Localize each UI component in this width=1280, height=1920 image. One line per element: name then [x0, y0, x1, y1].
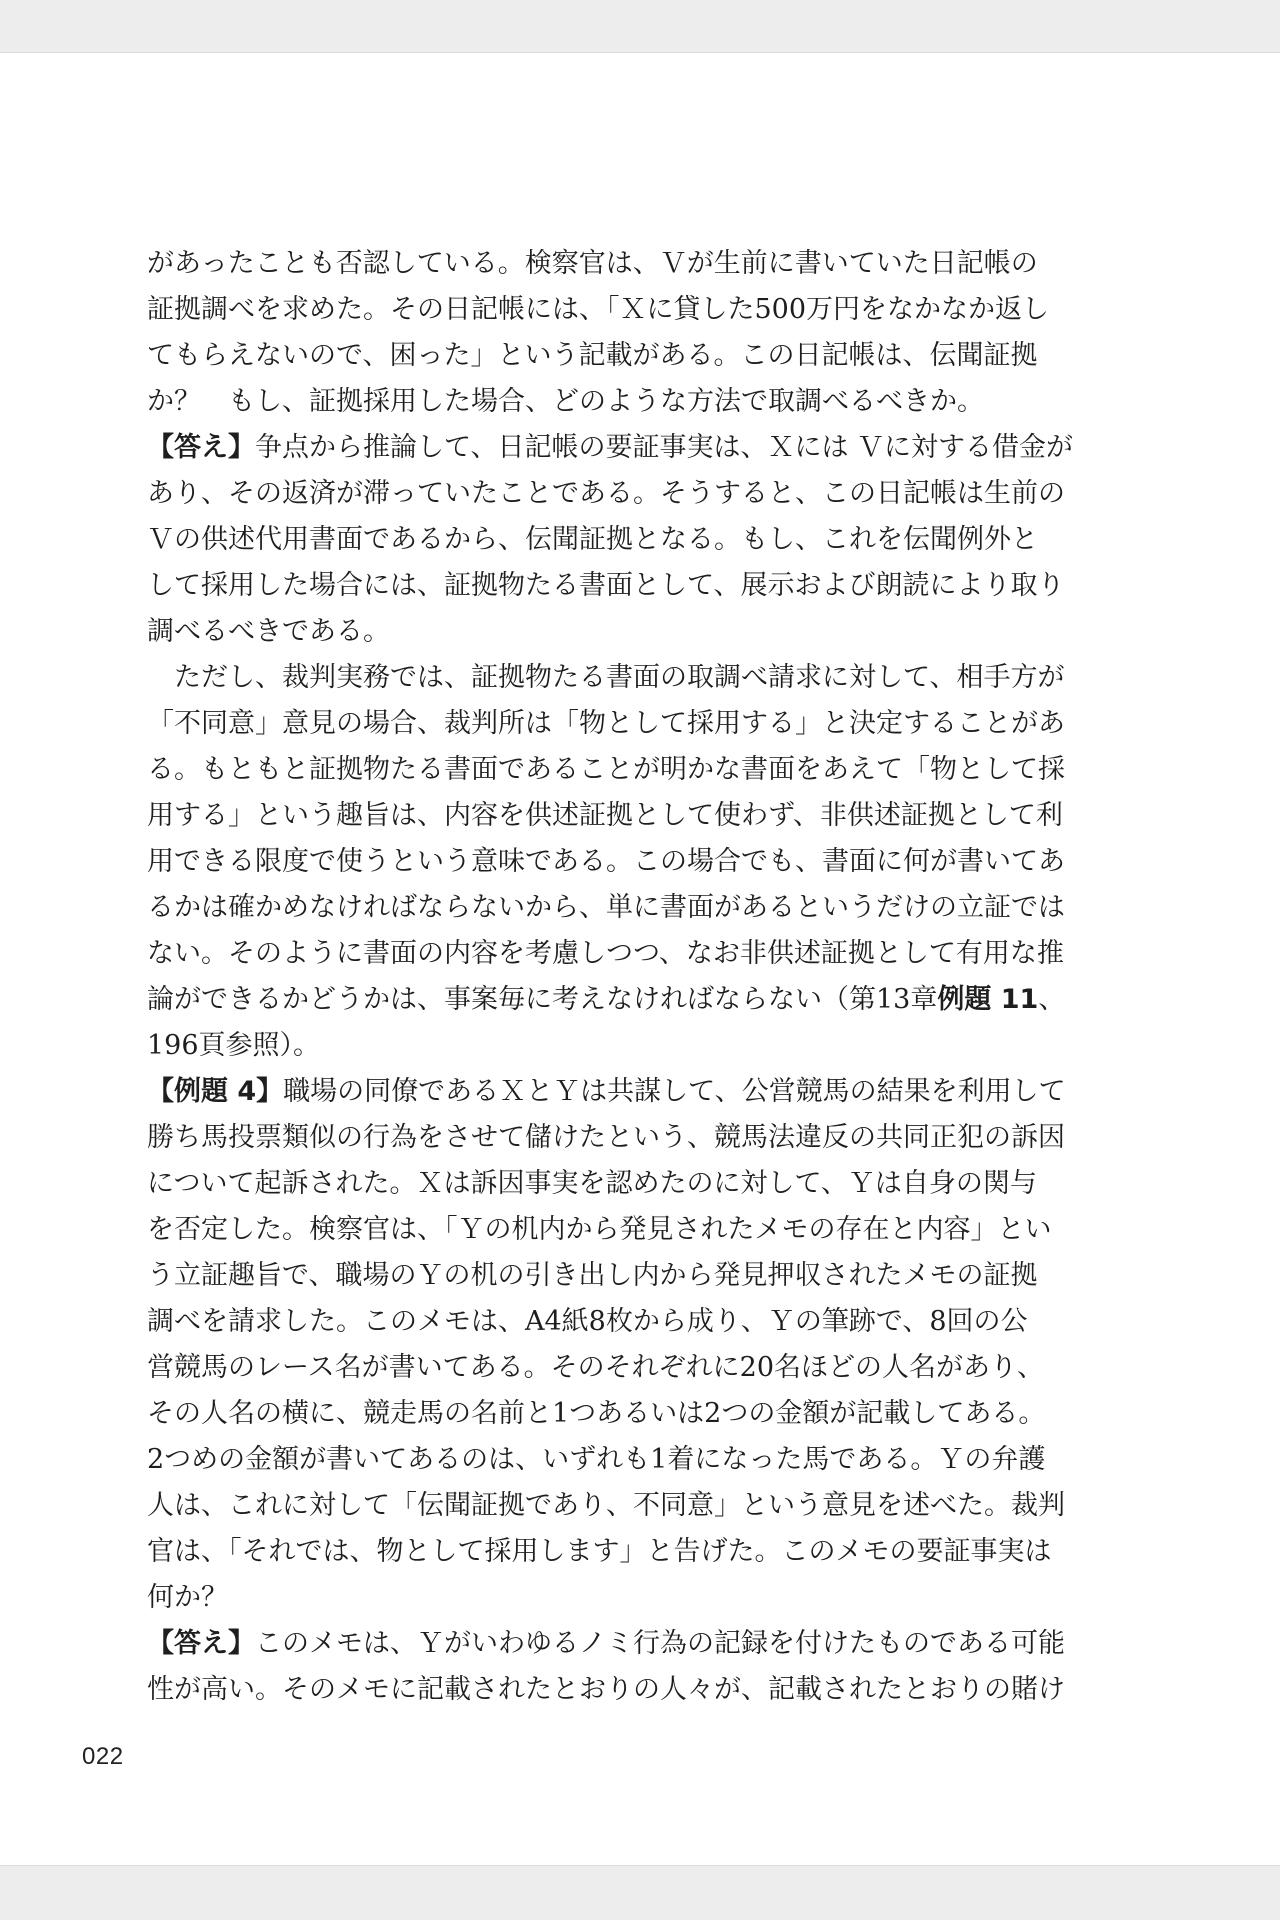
line-text: 官は、「それでは、物として採用します」と告げた。このメモの要証事実は: [147, 1536, 1052, 1567]
line-text: 人は、これに対して「伝聞証拠であり、不同意」という意見を述べた。裁判: [147, 1490, 1065, 1521]
text-line: [147, 1299, 1102, 1345]
body-text: [147, 241, 1102, 1713]
text-line: [147, 287, 1102, 333]
text-line: [147, 1069, 1102, 1115]
text-line: [147, 333, 1102, 379]
line-text: てもらえないので、困った」という記載がある。この日記帳は、伝聞証拠: [147, 340, 1038, 371]
line-text: 用する」という趣旨は、内容を供述証拠として使わず、非供述証拠として利: [147, 800, 1063, 831]
line-text: 196頁参照）。: [147, 1030, 321, 1061]
text-line: [147, 609, 1102, 655]
line-text: 調べるべきである。: [147, 616, 390, 647]
section-label: 【例題 4】: [147, 1076, 284, 1107]
page-number: 022: [82, 1743, 124, 1770]
text-line: [147, 977, 1102, 1023]
section-label: 【答え】: [147, 432, 255, 463]
text-line: [147, 241, 1102, 287]
line-text: あり、その返済が滞っていたことである。そうすると、この日記帳は生前の: [147, 478, 1065, 509]
line-text: 用できる限度で使うという意味である。この場合でも、書面に何が書いてあ: [147, 846, 1065, 877]
line-text: その人名の横に、競走馬の名前と1つあるいは2つの金額が記載してある。: [147, 1398, 1046, 1429]
text-line: [147, 1023, 1102, 1069]
section-label: 【答え】: [147, 1628, 255, 1659]
line-text: について起訴された。Ｘは訴因事実を認めたのに対して、Ｙは自身の関与: [147, 1168, 1037, 1199]
line-text: 職場の同僚であるＸとＹは共謀して、公営競馬の結果を利用して: [283, 1076, 1066, 1107]
text-line: [147, 425, 1102, 471]
line-text: 性が高い。そのメモに記載されたとおりの人々が、記載されたとおりの賭け: [147, 1674, 1065, 1705]
text-line: [147, 1207, 1102, 1253]
text-line: [147, 563, 1102, 609]
text-line: [147, 1253, 1102, 1299]
line-text-after: 、: [1038, 984, 1066, 1015]
line-text: 証拠調べを求めた。その日記帳には、「Ｘに貸した500万円をなかなか返し: [147, 294, 1050, 325]
line-text: る。もともと証拠物たる書面であることが明かな書面をあえて「物として採: [147, 754, 1065, 785]
text-line: [147, 839, 1102, 885]
text-line: [147, 1621, 1102, 1667]
text-line: [147, 379, 1102, 425]
line-text: 2つめの金額が書いてあるのは、いずれも1着になった馬である。Ｙの弁護: [147, 1444, 1046, 1475]
line-text: を否定した。検察官は、「Ｙの机内から発見されたメモの存在と内容」とい: [147, 1214, 1052, 1245]
line-text: ただし、裁判実務では、証拠物たる書面の取調べ請求に対して、相手方が: [147, 662, 1065, 693]
line-text: があったことも否認している。検察官は、Ｖが生前に書いていた日記帳の: [147, 248, 1038, 279]
line-text: 営競馬のレース名が書いてある。そのそれぞれに20名ほどの人名があり、: [147, 1352, 1045, 1383]
text-line: [147, 1575, 1102, 1621]
text-line: [147, 701, 1102, 747]
text-line: [147, 517, 1102, 563]
text-line: [147, 1437, 1102, 1483]
line-text: 勝ち馬投票類似の行為をさせて儲けたという、競馬法違反の共同正犯の訴因: [147, 1122, 1065, 1153]
text-line: [147, 885, 1102, 931]
text-line: [147, 655, 1102, 701]
text-line: [147, 1161, 1102, 1207]
line-text: 何か？: [147, 1582, 228, 1613]
line-text: Ｖの供述代用書面であるから、伝聞証拠となる。もし、これを伝聞例外と: [147, 524, 1038, 555]
text-line: [147, 1391, 1102, 1437]
line-text: るかは確かめなければならないから、単に書面があるというだけの立証では: [147, 892, 1065, 923]
text-line: [147, 747, 1102, 793]
text-line: [147, 931, 1102, 977]
line-text: 「不同意」意見の場合、裁判所は「物として採用する」と決定することがあ: [147, 708, 1065, 739]
line-text: して採用した場合には、証拠物たる書面として、展示および朗読により取り: [147, 570, 1065, 601]
line-text: 論ができるかどうかは、事案毎に考えなければならない（第13章: [147, 984, 938, 1015]
book-page: [0, 52, 1280, 1866]
line-text: 争点から推論して、日記帳の要証事実は、Ｘには Ｖに対する借金が: [255, 432, 1074, 463]
line-text: このメモは、Ｙがいわゆるノミ行為の記録を付けたものである可能: [255, 1628, 1065, 1659]
line-text: ない。そのように書面の内容を考慮しつつ、なお非供述証拠として有用な推: [147, 938, 1064, 969]
cross-reference: 例題 11: [937, 984, 1039, 1015]
line-text: 調べを請求した。このメモは、A4紙8枚から成り、Ｙの筆跡で、8回の公: [147, 1306, 1028, 1337]
text-line: [147, 1345, 1102, 1391]
line-text: う立証趣旨で、職場のＹの机の引き出し内から発見押収されたメモの証拠: [147, 1260, 1038, 1291]
text-line: [147, 471, 1102, 517]
line-text: か？ もし、証拠採用した場合、どのような方法で取調べるべきか。: [147, 386, 984, 417]
text-line: [147, 1483, 1102, 1529]
text-line: [147, 1115, 1102, 1161]
text-line: [147, 1529, 1102, 1575]
text-line: [147, 1667, 1102, 1713]
text-line: [147, 793, 1102, 839]
